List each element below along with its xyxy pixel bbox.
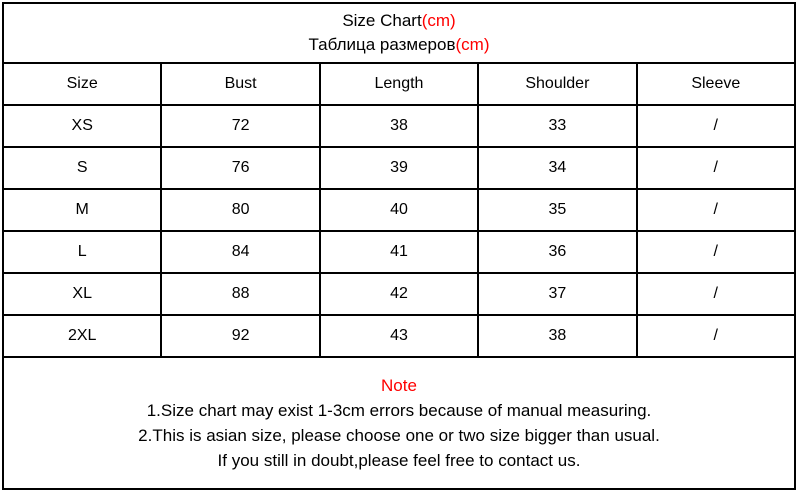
- column-header-length: Length: [320, 63, 478, 105]
- cell-length: 40: [320, 189, 478, 231]
- cell-length: 42: [320, 273, 478, 315]
- table-row-xs: [3, 105, 795, 147]
- chart-title-ru: [4, 33, 794, 57]
- title-cell: [3, 3, 795, 63]
- cell-size: M: [3, 189, 161, 231]
- cell-sleeve: /: [637, 315, 795, 357]
- header-row: [3, 63, 795, 105]
- table-row-l: [3, 231, 795, 273]
- cell-shoulder: 35: [478, 189, 636, 231]
- note-line-2: 2.This is asian size, please choose one or two size bigger than usual.: [138, 426, 660, 445]
- chart-title-en-text: Size Chart: [342, 11, 422, 30]
- cell-shoulder: 36: [478, 231, 636, 273]
- note-heading: Note: [381, 376, 417, 395]
- note-line-1: 1.Size chart may exist 1-3cm errors because of manual measuring.: [146, 401, 652, 420]
- chart-title-ru-unit: (cm): [455, 35, 490, 54]
- cell-length: 39: [320, 147, 478, 189]
- column-header-sleeve: Sleeve: [637, 63, 795, 105]
- cell-bust: 72: [161, 105, 319, 147]
- cell-bust: 80: [161, 189, 319, 231]
- cell-sleeve: /: [637, 231, 795, 273]
- table-row-m: [3, 189, 795, 231]
- chart-title-en: [4, 9, 794, 33]
- cell-bust: 92: [161, 315, 319, 357]
- cell-length: 38: [320, 105, 478, 147]
- cell-sleeve: /: [637, 105, 795, 147]
- column-header-shoulder: Shoulder: [478, 63, 636, 105]
- cell-shoulder: 33: [478, 105, 636, 147]
- cell-shoulder: 38: [478, 315, 636, 357]
- table-row-s: [3, 147, 795, 189]
- cell-shoulder: 37: [478, 273, 636, 315]
- cell-size: 2XL: [3, 315, 161, 357]
- cell-size: L: [3, 231, 161, 273]
- size-chart-table: [2, 2, 796, 490]
- cell-bust: 84: [161, 231, 319, 273]
- table-row-xl: [3, 273, 795, 315]
- chart-title-ru-text: Таблица размеров: [308, 35, 456, 54]
- cell-bust: 88: [161, 273, 319, 315]
- column-header-size: Size: [3, 63, 161, 105]
- column-header-bust: Bust: [161, 63, 319, 105]
- cell-length: 43: [320, 315, 478, 357]
- cell-sleeve: /: [637, 147, 795, 189]
- cell-sleeve: /: [637, 189, 795, 231]
- cell-bust: 76: [161, 147, 319, 189]
- note-cell: [3, 357, 795, 489]
- note-row: [3, 357, 795, 489]
- chart-title-en-unit: (cm): [421, 11, 456, 30]
- cell-length: 41: [320, 231, 478, 273]
- title-row: [3, 3, 795, 63]
- cell-sleeve: /: [637, 273, 795, 315]
- note-line-3: If you still in doubt,please feel free to contact us.: [217, 451, 581, 470]
- cell-size: XL: [3, 273, 161, 315]
- table-row-2xl: [3, 315, 795, 357]
- cell-size: S: [3, 147, 161, 189]
- cell-shoulder: 34: [478, 147, 636, 189]
- cell-size: XS: [3, 105, 161, 147]
